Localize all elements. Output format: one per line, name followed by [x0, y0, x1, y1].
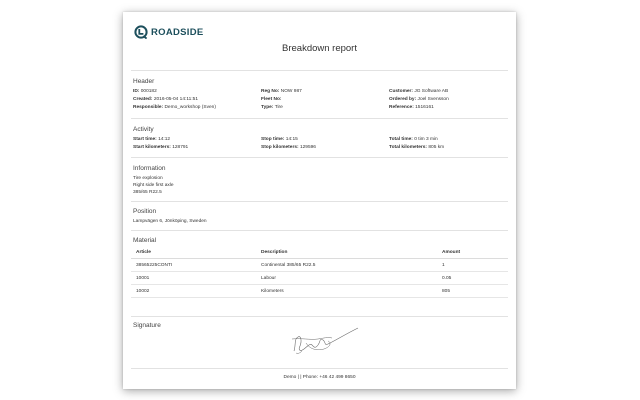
activity-start-kilometers: Start kilometers: 128791	[133, 145, 189, 150]
brand-logo	[134, 24, 204, 40]
roadside-logo-icon	[134, 25, 148, 39]
header-responsible: Responsible: Demo_workshop (Sven)	[133, 105, 216, 110]
divider	[131, 368, 508, 369]
header-reg-no: Reg No: NOW 987	[261, 89, 302, 94]
report-title: Breakdown report	[282, 43, 357, 54]
divider	[131, 157, 508, 158]
material-section-title: Material	[133, 237, 157, 244]
information-section-title: Information	[133, 165, 166, 172]
cell-description: Labour	[256, 272, 437, 285]
information-line: 385/65 R22.5	[133, 190, 162, 195]
divider	[131, 230, 508, 231]
table-header-row	[131, 247, 508, 259]
header-ordered-by: Ordered by: Joel Svensson	[389, 97, 449, 102]
activity-stop-kilometers: Stop kilometers: 129596	[261, 145, 316, 150]
divider	[131, 201, 508, 202]
header-reference: Reference: 1516161	[389, 105, 434, 110]
header-created: Created: 2016-05-04 14:11:51	[133, 97, 198, 102]
brand-name: ROADSIDE	[151, 26, 204, 38]
activity-total-kilometers: Total kilometers: 805 km	[389, 145, 445, 150]
cell-amount: 1	[437, 259, 508, 272]
cell-amount: 805	[437, 285, 508, 298]
activity-stop-time: Stop time: 14:15	[261, 137, 298, 142]
report-footer: Demo | | Phone: +46 42 499 8650	[283, 375, 356, 380]
column-header-article: Article	[131, 247, 256, 259]
divider	[131, 118, 508, 119]
table-row	[131, 259, 508, 272]
column-header-description: Description	[256, 247, 437, 259]
header-customer: Customer: JG Software AB	[389, 89, 449, 94]
material-table	[131, 247, 508, 298]
header-id: ID: 000182	[133, 89, 157, 94]
activity-start-time: Start time: 14:12	[133, 137, 171, 142]
cell-description: Kilometers	[256, 285, 437, 298]
cell-article: 10001	[131, 272, 256, 285]
header-fleet-no: Fleet No:	[261, 97, 282, 102]
cell-description: Continental 385/65 R22.5	[256, 259, 437, 272]
signature-image	[288, 319, 363, 357]
signature-section-title: Signature	[133, 322, 161, 329]
activity-total-time: Total time: 0 tim 3 min	[389, 137, 438, 142]
header-type: Type: Tire	[261, 105, 283, 110]
table-row	[131, 272, 508, 285]
column-header-amount: Amount	[437, 247, 508, 259]
position-address: Lampvägen 6, Jönköping, Sweden	[133, 219, 207, 224]
activity-section-title: Activity	[133, 126, 154, 133]
report-page	[123, 12, 516, 389]
information-line: Tire explosion	[133, 176, 163, 181]
information-line: Right side first axle	[133, 183, 174, 188]
divider	[131, 316, 508, 317]
divider	[131, 70, 508, 71]
cell-amount: 0.05	[437, 272, 508, 285]
cell-article: 38565225CONTI	[131, 259, 256, 272]
cell-article: 10002	[131, 285, 256, 298]
position-section-title: Position	[133, 208, 157, 215]
table-row	[131, 285, 508, 298]
header-section-title: Header	[133, 78, 155, 85]
